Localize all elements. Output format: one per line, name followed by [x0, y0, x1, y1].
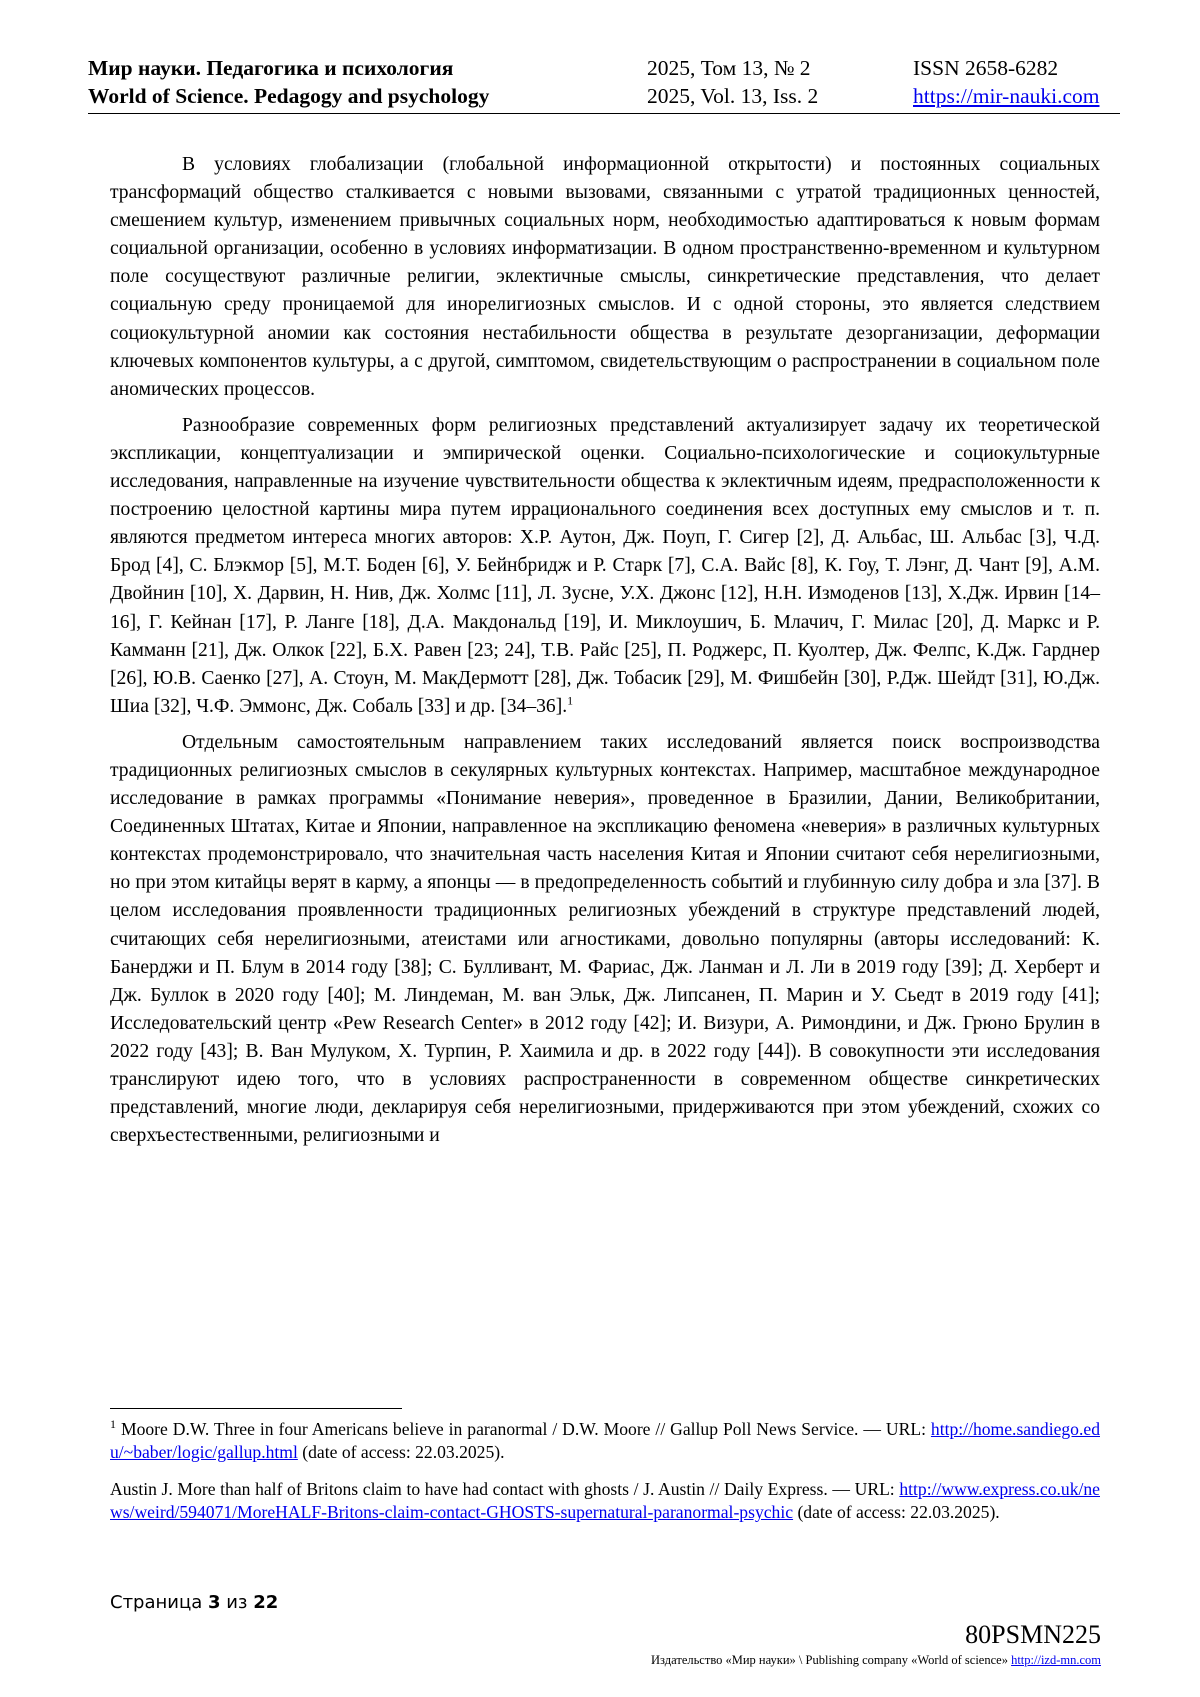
page-current: 3	[207, 1592, 221, 1613]
issue-en: 2025, Vol. 13, Iss. 2	[647, 84, 819, 108]
footnote-1-text: Moore D.W. Three in four Americans believe in paranormal / D.W. Moore // Gallup Poll News Service. — URL:	[116, 1419, 931, 1439]
journal-site-link[interactable]: https://mir-nauki.com	[913, 84, 1100, 108]
footnote-1-link[interactable]: http://home.sandiego.edu/~baber/logic/gallup.html	[110, 1419, 1100, 1462]
footnote-2	[110, 1478, 1100, 1524]
paragraph-3: Отдельным самостоятельным направлением таких исследований является поиск воспроизводства традиционных религиозных смыслов в секулярных культурных контекстах. Например, масштабное международное исследование в рамках программы «Понимание неверия», проведенное в Бразилии, Дании, Великобритании, Соединенных Штатах, Китае и Японии, направленное на экспликацию феномена «неверия» в различных культурных контекстах продемонстрировало, что значительная часть населения Китая и Японии считают себя нерелигиозными, но при этом китайцы верят в карму, а японцы — в предопределенность событий и глубинную силу добра и зла [37]. В целом исследования проявленности традиционных религиозных убеждений в структуре представлений людей, считающих себя нерелигиозными, атеистами или агностиками, довольно популярны (авторы исследований: К. Банерджи и П. Блум в 2014 году [38]; С. Булливант, М. Фариас, Дж. Ланман и Л. Ли в 2019 году [39]; Д. Херберт и Дж. Буллок в 2020 году [40]; М. Линдеман, М. ван Эльк, Дж. Липсанен, П. Марин и У. Сьедт в 2019 году [41]; Исследовательский центр «Pew Research Center» в 2012 году [42]; И. Визури, А. Римондини, и Дж. Грюно Брулин в 2022 году [43]; В. Ван Мулуком, Х. Турпин, Р. Хаимила и др. в 2022 году [44]). В совокупности эти исследования транслируют идею того, что в условиях распространенности в современном обществе синкретических представлений, многие люди, декларируя себя нерелигиозными, придерживаются при этом убеждений, схожих со сверхъестественными, религиозными и	[110, 731, 1100, 1147]
paragraph-1: В условиях глобализации (глобальной информационной открытости) и постоянных социальных трансформаций общество сталкивается с новыми вызовами, связанными с утратой традиционных ценностей, смешением культур, изменением привычных социальных норм, необходимостью адаптироваться к новым формам социальной организации, особенно в условиях информатизации. В одном пространственно-временном и культурном поле сосуществуют различные религии, эклектичные смыслы, синкретические представления, что делает социальную среду проницаемой для инорелигиозных смыслов. И с одной стороны, это является следствием социокультурной аномии как состояния нестабильности общества в результате дезорганизации, деформации ключевых компонентов культуры, а с другой, симптомом, свидетельствующим о распространении в социальном поле аномических процессов.	[110, 154, 1100, 400]
footnote-2-tail: (date of access: 22.03.2025).	[793, 1502, 1000, 1522]
header-divider	[88, 113, 1120, 114]
issue-ru: 2025, Том 13, № 2	[647, 56, 811, 80]
issn-block	[913, 54, 1099, 110]
paragraph-2-text: Разнообразие современных форм религиозных представлений актуализирует задачу их теоретической экспликации, концептуализации и эмпирической оценки. Социально-психологические и социокультурные исследования, направленные на изучение чувствительности общества к эклектичным идеям, предрасположенности к построению целостной картины мира путем иррационального соединения всех доступных ему смыслов и т. п. являются предметом интереса многих авторов: Х.Р. Аутон, Дж. Поуп, Г. Сигер [2], Д. Альбас, Ш. Альбас [3], Ч.Д. Брод [4], С. Блэкмор [5], М.Т. Боден [6], У. Бейнбридж и Р. Старк [7], С.А. Вайс [8], К. Гоу, Т. Лэнг, Д. Чант [9], А.М. Двойнин [10], Х. Дарвин, Н. Нив, Дж. Холмс [11], Л. Зусне, У.Х. Джонс [12], Н.Н. Измоденов [13], Х.Дж. Ирвин [14–16], Г. Кейнан [17], Р. Ланге [18], Д.А. Макдональд [19], И. Миклоушич, Б. Млачич, Г. Милас [20], Д. Маркс и Р. Камманн [21], Дж. Олкок [22], Б.Х. Равен [23; 24], Т.В. Райс [25], П. Роджерс, П. Куолтер, Дж. Фелпс, К.Дж. Гарднер [26], Ю.В. Саенко [27], А. Стоун, М. МакДермотт [28], Дж. Тобасик [29], М. Фишбейн [30], Р.Дж. Шейдт [31], Ю.Дж. Шиа [32], Ч.Ф. Эммонс, Дж. Собаль [33] и др. [34–36].	[110, 414, 1100, 717]
footnote-2-text: Austin J. More than half of Britons claim to have had contact with ghosts / J. Austin // Daily Express. — URL:	[110, 1479, 900, 1499]
journal-title	[88, 54, 489, 110]
article-code: 80PSMN225	[965, 1620, 1101, 1649]
footnote-1-tail: (date of access: 22.03.2025).	[297, 1442, 505, 1462]
page-total: 22	[253, 1592, 279, 1613]
footnote-1	[110, 1418, 1100, 1464]
page-number	[110, 1592, 278, 1613]
footnote-2-link[interactable]: http://www.express.co.uk/news/weird/594071/MoreHALF-Britons-claim-contact-GHOSTS-supernatural-paranormal-psychic	[110, 1479, 1100, 1522]
footnotes	[110, 1418, 1100, 1538]
publisher-link[interactable]: http://izd-mn.com	[1011, 1653, 1101, 1667]
issn: ISSN 2658-6282	[913, 56, 1059, 80]
paragraph-2	[110, 412, 1100, 721]
journal-title-ru: Мир науки. Педагогика и психология	[88, 56, 454, 80]
article-body	[110, 151, 1100, 1158]
journal-title-en: World of Science. Pedagogy and psychology	[88, 84, 490, 108]
page-header	[88, 54, 1120, 114]
footnote-1-marker: 1	[110, 1417, 116, 1432]
issue-info	[647, 54, 818, 110]
footnote-ref[interactable]: 1	[567, 693, 574, 708]
publisher-line	[651, 1653, 1101, 1668]
page-mid: из	[220, 1592, 254, 1613]
publisher-text: Издательство «Мир науки» \ Publishing company «World of science»	[651, 1653, 1012, 1667]
footnote-divider	[110, 1408, 402, 1409]
page-prefix: Страница	[110, 1592, 208, 1613]
